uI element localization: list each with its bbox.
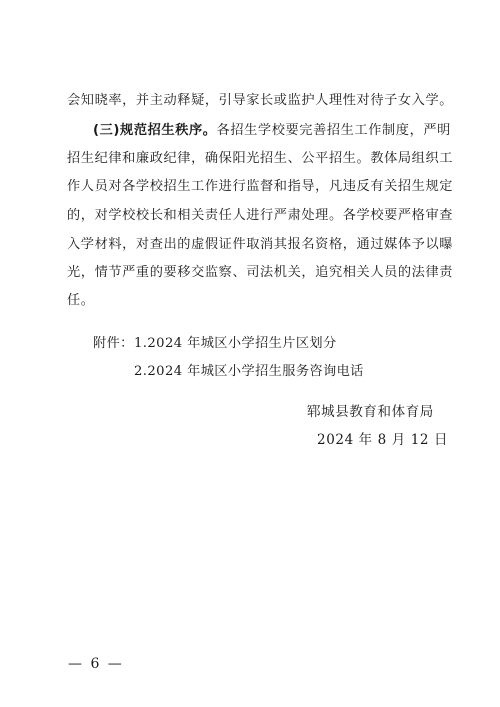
section-3-line-4: 的，对学校校长和相关责任人进行严肃处理。各学校要严格审查 bbox=[67, 208, 454, 223]
attachments-label: 附件： bbox=[93, 336, 134, 351]
issue-date: 2024 年 8 月 12 日 bbox=[317, 432, 449, 448]
issuer-name: 郓城县教育和体育局 bbox=[307, 404, 434, 420]
section-3-line1-text: 各招生学校要完善招生工作制度，严明 bbox=[216, 123, 451, 138]
section-3-first-line bbox=[93, 122, 451, 140]
section-3-line-3: 作人员对各学校招生工作进行监督和指导，凡违反有关招生规定 bbox=[67, 179, 454, 194]
section-3-line-7: 任。 bbox=[67, 293, 95, 308]
body-line-continuation: 会知晓率，并主动释疑，引导家长或监护人理性对待子女入学。 bbox=[67, 93, 454, 108]
section-3-heading: (三)规范招生秩序。 bbox=[93, 123, 217, 138]
attachment-item-1: 1.2024 年城区小学招生片区划分 bbox=[134, 336, 337, 351]
section-3-line-2: 招生纪律和廉政纪律，确保阳光招生、公平招生。教体局组织工 bbox=[67, 151, 454, 166]
attachment-item-2: 2.2024 年城区小学招生服务咨询电话 bbox=[134, 364, 364, 379]
section-3-line-5: 入学材料，对查出的虚假证件取消其报名资格，通过媒体予以曝 bbox=[67, 237, 454, 252]
page-number: — 6 — bbox=[68, 656, 124, 672]
section-3-line-6: 光，情节严重的要移交监察、司法机关，追究相关人员的法律责 bbox=[67, 265, 454, 280]
